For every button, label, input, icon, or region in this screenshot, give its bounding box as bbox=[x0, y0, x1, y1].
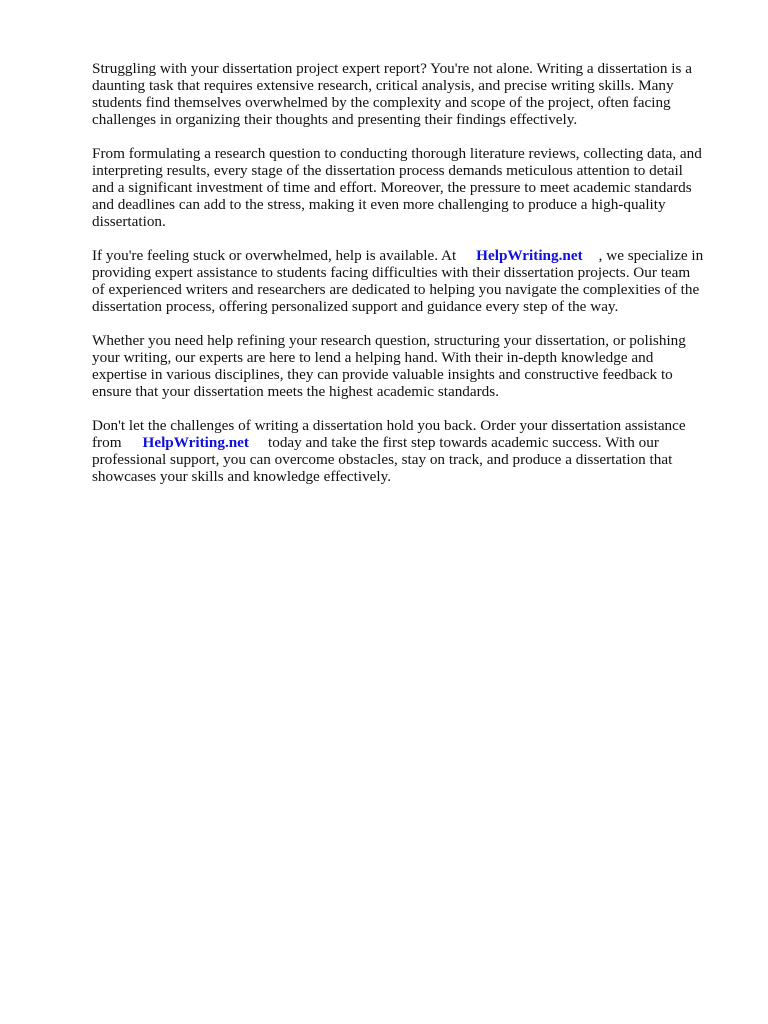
text-line bbox=[92, 247, 732, 264]
text-line: ensure that your dissertation meets the highest academic standards. bbox=[92, 383, 499, 400]
text-line: dissertation process, offering personalized support and guidance every step of the way. bbox=[92, 298, 619, 315]
paragraph-intro bbox=[92, 60, 732, 128]
text-fragment: If you're feeling stuck or overwhelmed, help is available. At bbox=[92, 247, 457, 264]
text-line: of experienced writers and researchers are dedicated to helping you navigate the complexities of the bbox=[92, 281, 700, 298]
text-line: dissertation. bbox=[92, 213, 166, 230]
text-line: Struggling with your dissertation project expert report? You're not alone. Writing a dissertation is a bbox=[92, 60, 692, 77]
text-line bbox=[92, 434, 732, 451]
paragraph-help bbox=[92, 247, 732, 315]
helpwriting-link[interactable]: HelpWriting.net bbox=[476, 247, 583, 264]
text-line: your writing, our experts are here to lend a helping hand. With their in-depth knowledge and bbox=[92, 349, 654, 366]
text-line: From formulating a research question to conducting thorough literature reviews, collecting data, and bbox=[92, 145, 702, 162]
paragraph-experts bbox=[92, 332, 732, 400]
text-fragment: , we specialize in bbox=[598, 247, 704, 264]
text-line: interpreting results, every stage of the dissertation process demands meticulous attention to detail bbox=[92, 162, 683, 179]
text-line: showcases your skills and knowledge effectively. bbox=[92, 468, 392, 485]
text-line: Whether you need help refining your research question, structuring your dissertation, or polishing bbox=[92, 332, 686, 349]
text-line: daunting task that requires extensive research, critical analysis, and precise writing skills. Many bbox=[92, 77, 674, 94]
text-fragment: from bbox=[92, 434, 122, 451]
paragraph-call-to-action bbox=[92, 417, 732, 485]
text-line: professional support, you can overcome obstacles, stay on track, and produce a dissertation that bbox=[92, 451, 673, 468]
text-line: and a significant investment of time and effort. Moreover, the pressure to meet academic standards bbox=[92, 179, 692, 196]
paragraph-process bbox=[92, 145, 732, 230]
text-line: challenges in organizing their thoughts and presenting their findings effectively. bbox=[92, 111, 578, 128]
document-body bbox=[92, 60, 732, 502]
text-fragment: today and take the first step towards academic success. With our bbox=[268, 434, 659, 451]
text-line: students find themselves overwhelmed by the complexity and scope of the project, often facing bbox=[92, 94, 671, 111]
text-line: Don't let the challenges of writing a dissertation hold you back. Order your dissertation assistance bbox=[92, 417, 686, 434]
text-line: and deadlines can add to the stress, making it even more challenging to produce a high-quality bbox=[92, 196, 666, 213]
text-line: expertise in various disciplines, they can provide valuable insights and constructive feedback to bbox=[92, 366, 673, 383]
text-line: providing expert assistance to students facing difficulties with their dissertation projects. Our team bbox=[92, 264, 691, 281]
helpwriting-link[interactable]: HelpWriting.net bbox=[142, 434, 249, 451]
